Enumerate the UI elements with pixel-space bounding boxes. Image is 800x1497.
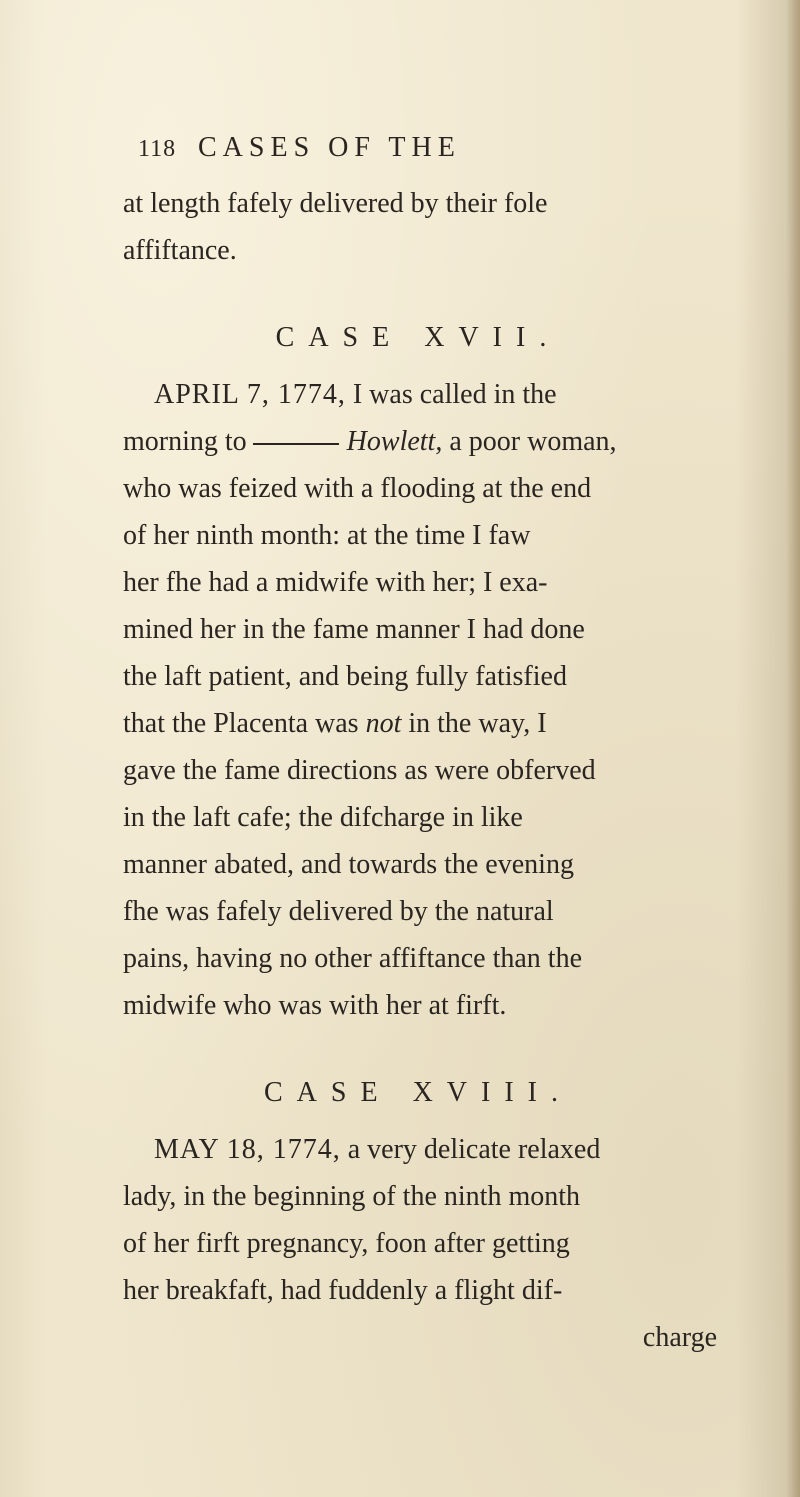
text-line xyxy=(123,1126,743,1173)
text-segment: in the way, I xyxy=(408,708,547,739)
case-17-heading: CASE XVII. xyxy=(275,322,561,353)
text-line: fhe was fafely delivered by the natural xyxy=(123,896,554,927)
case-date: APRIL 7, 1774, xyxy=(154,379,346,410)
text-segment: morning to xyxy=(123,426,247,457)
name-blank-dash xyxy=(253,443,339,445)
text-line: affiftance. xyxy=(123,235,237,266)
case-18-paragraph xyxy=(123,1126,743,1361)
page-number: 118 xyxy=(138,136,177,162)
text-line: her fhe had a midwife with her; I exa- xyxy=(123,567,548,598)
text-line: pains, having no other affiftance than the xyxy=(123,943,582,974)
text-line: who was feized with a flooding at the end xyxy=(123,473,592,504)
running-head: CASES OF THE xyxy=(198,132,461,163)
text-line xyxy=(123,700,743,747)
catchword: charge xyxy=(642,1322,717,1353)
page-edge-shadow xyxy=(786,0,800,1497)
text-line: in the laft cafe; the difcharge in like xyxy=(123,802,523,833)
text-line xyxy=(123,418,743,465)
opening-paragraph xyxy=(123,180,743,274)
text-line: the laft patient, and being fully fatisfied xyxy=(123,661,567,692)
text-line: lady, in the beginning of the ninth month xyxy=(123,1181,581,1212)
text-line: gave the fame directions as were obferved xyxy=(123,755,596,786)
text-line: manner abated, and towards the evening xyxy=(123,849,574,880)
case-17-paragraph xyxy=(123,371,743,1029)
book-page-text xyxy=(123,132,743,1361)
text-segment: I was called in the xyxy=(352,379,557,410)
text-line: mined her in the fame manner I had done xyxy=(123,614,585,645)
page-header xyxy=(138,132,743,180)
patient-name: Howlett, xyxy=(346,426,443,457)
text-segment: that the Placenta was xyxy=(123,708,359,739)
text-line: midwife who was with her at firft. xyxy=(123,990,507,1021)
emphasis: not xyxy=(365,708,402,739)
text-segment: a poor woman, xyxy=(449,426,617,457)
text-line xyxy=(123,371,743,418)
case-18-heading: CASE XVIII. xyxy=(264,1077,572,1108)
text-line: of her ninth month: at the time I faw xyxy=(123,520,531,551)
case-date: MAY 18, 1774, xyxy=(154,1134,341,1165)
text-line: her breakfaft, had fuddenly a flight dif- xyxy=(123,1275,563,1306)
text-line: at length fafely delivered by their fole xyxy=(123,188,548,219)
text-line: of her firft pregnancy, foon after getting xyxy=(123,1228,570,1259)
text-segment: a very delicate relaxed xyxy=(347,1134,601,1165)
